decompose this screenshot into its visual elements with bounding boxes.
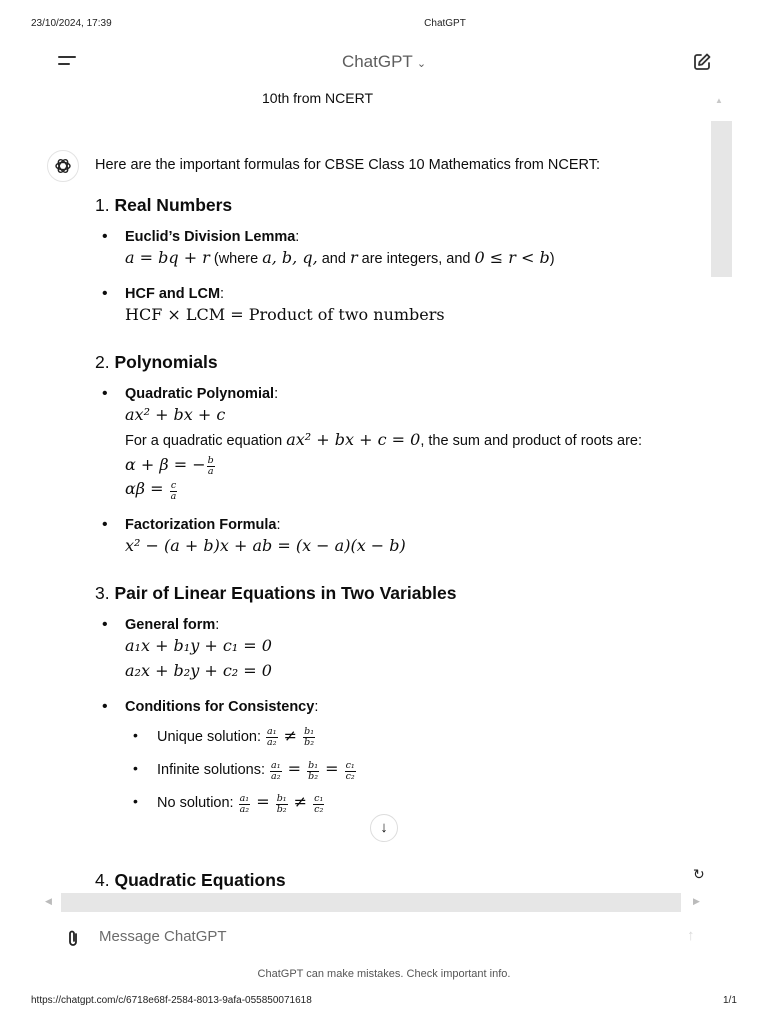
assistant-message bbox=[95, 156, 695, 830]
horizontal-scrollbar[interactable] bbox=[61, 893, 681, 912]
list-item: • Conditions for Consistency: • Unique solution: $\frac{\text{a₁}}{\text{a₂}}$ ≠ $\frac{\text{b₁}}{\text{b₂}}$ • Infinite solutions: $\frac{\text{a₁}}{\text{a₂}}$ = $\frac{\text{b₁}}{\text{b₂}}$ = $\frac{\text{c₁}}{\text{c₂}}$ • No solution: $\frac{\text{a₁}}{\text{a₂}}$ = $\frac{\text{b₁}}{\text{b₂}}$ ≠ $\frac{\text{c₁}}{\text{c₂}}$ bbox=[95, 698, 695, 816]
message-input[interactable] bbox=[97, 927, 661, 946]
item-label: Euclid’s Division Lemma bbox=[125, 229, 296, 246]
list-item: • General form: a₁x + b₁y + c₁ = 0 a₂x + b₂y + c₂ = 0 bbox=[95, 616, 695, 684]
print-datetime: 23/10/2024, 17:39 bbox=[31, 18, 112, 29]
formula: a₁x + b₁y + c₁ = 0 bbox=[125, 636, 272, 656]
scroll-right-icon[interactable]: ▶ bbox=[693, 896, 700, 906]
refresh-icon[interactable]: ↻ bbox=[693, 866, 705, 882]
sub-list-item: • Unique solution: $\frac{\text{a₁}}{\text{a₂}}$ ≠ $\frac{\text{b₁}}{\text{b₂}}$ bbox=[125, 724, 695, 749]
paperclip-icon[interactable] bbox=[65, 929, 81, 949]
list-item: • Euclid’s Division Lemma: a = bq + r (where a, b, q, and r are integers, and 0 ≤ r < b) bbox=[95, 228, 695, 271]
scroll-left-icon[interactable]: ◀ bbox=[45, 896, 52, 906]
composer bbox=[65, 927, 715, 949]
section-heading-quadratic-equations: 4. Quadratic Equations bbox=[95, 870, 286, 890]
formula-product-roots: αβ = $\frac{c}{a}$ bbox=[125, 479, 177, 502]
list-item: • HCF and LCM: HCF × LCM = Product of two numbers bbox=[95, 285, 695, 328]
model-name: ChatGPT bbox=[341, 52, 413, 71]
item-label: Conditions for Consistency bbox=[125, 698, 315, 715]
intro-text: Here are the important formulas for CBSE Class 10 Mathematics from NCERT: bbox=[95, 157, 600, 173]
list-item: • Factorization Formula: x² − (a + b)x + ab = (x − a)(x − b) bbox=[95, 516, 695, 559]
arrow-down-icon[interactable]: ↓ bbox=[370, 814, 398, 842]
section-heading-polynomials: 2. Polynomials bbox=[95, 351, 218, 372]
formula: HCF × LCM = Product of two numbers bbox=[125, 305, 445, 325]
formula: a = bq + r bbox=[125, 248, 210, 268]
user-message: 10th from NCERT bbox=[262, 90, 373, 106]
formula: ax² + bx + c bbox=[125, 405, 226, 425]
model-selector[interactable] bbox=[0, 52, 768, 72]
section-heading-real-numbers: 1. Real Numbers bbox=[95, 195, 233, 216]
section-heading-linear-equations: 3. Pair of Linear Equations in Two Variables bbox=[95, 583, 457, 604]
sub-list-item: • No solution: $\frac{\text{a₁}}{\text{a₂}}$ = $\frac{\text{b₁}}{\text{b₂}}$ ≠ $\frac{\text{c₁}}{\text{c₂}}$ bbox=[125, 790, 695, 815]
item-label: Factorization Formula bbox=[125, 517, 277, 534]
formula: a₂x + b₂y + c₂ = 0 bbox=[125, 661, 272, 681]
disclaimer: ChatGPT can make mistakes. Check important info. bbox=[257, 968, 511, 980]
print-url: https://chatgpt.com/c/6718e68f-2584-8013-9afa-055850071618 bbox=[31, 995, 312, 1006]
print-title: ChatGPT bbox=[424, 18, 466, 29]
send-arrow-icon[interactable]: ↑ bbox=[687, 927, 695, 944]
print-page-number: 1/1 bbox=[723, 995, 737, 1006]
item-label: HCF and LCM bbox=[125, 286, 221, 303]
sub-list-item: • Infinite solutions: $\frac{\text{a₁}}{\text{a₂}}$ = $\frac{\text{b₁}}{\text{b₂}}$ = $\frac{\text{c₁}}{\text{c₂}}$ bbox=[125, 757, 695, 782]
item-label: Quadratic Polynomial bbox=[125, 385, 275, 402]
openai-logo-icon bbox=[47, 150, 79, 182]
formula-sum-roots: α + β = − $\frac{b}{a}$ bbox=[125, 454, 214, 477]
vertical-scrollbar[interactable] bbox=[711, 121, 732, 277]
chevron-down-icon: ⌄ bbox=[416, 58, 427, 70]
item-label: General form bbox=[125, 617, 216, 634]
list-item: • Quadratic Polynomial: ax² + bx + c For a quadratic equation ax² + bx + c = 0, the sum and product of roots are: α + β = − $\frac{b}{a}$ αβ = $\frac{c}{a}$ bbox=[95, 385, 695, 502]
formula: x² − (a + b)x + ab = (x − a)(x − b) bbox=[125, 536, 406, 556]
scroll-up-icon[interactable]: ▲ bbox=[715, 96, 723, 105]
new-chat-icon[interactable] bbox=[692, 52, 712, 72]
